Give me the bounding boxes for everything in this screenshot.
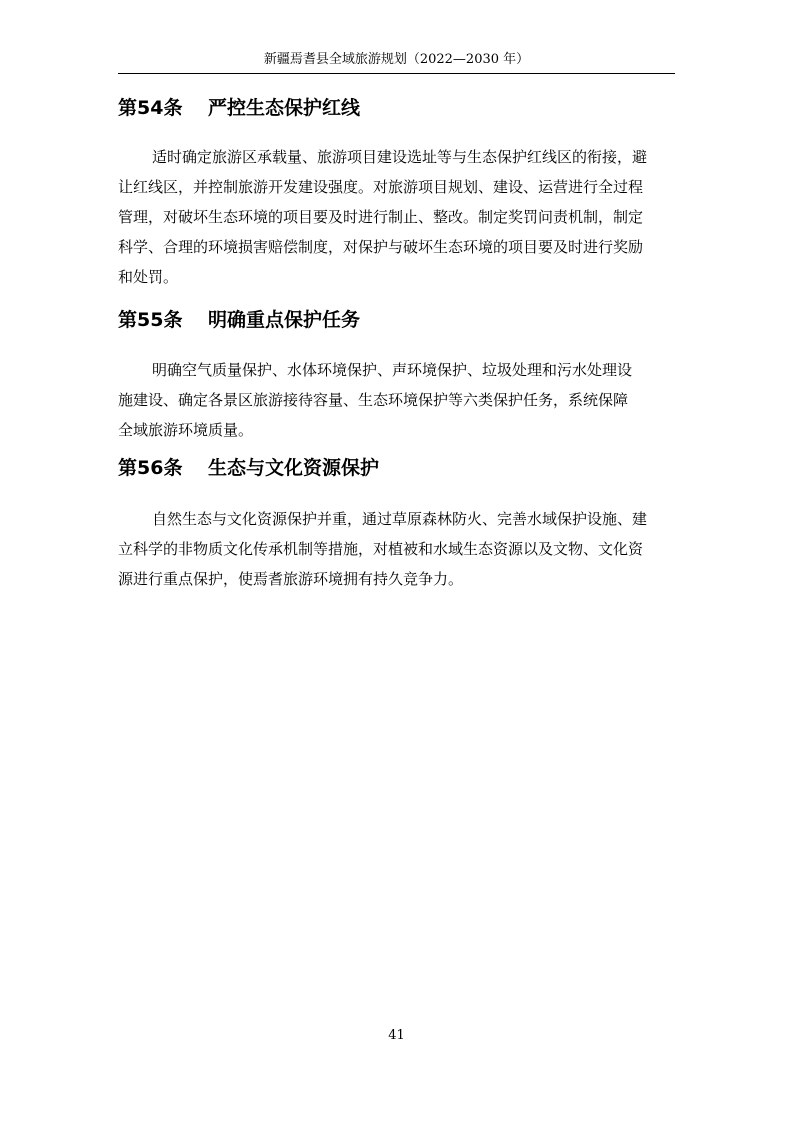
article-number: 第55条 (118, 309, 183, 331)
paragraph-line: 源进行重点保护，使焉耆旅游环境拥有持久竞争力。 (118, 570, 464, 588)
article-number: 第56条 (118, 457, 183, 479)
paragraph-line: 自然生态与文化资源保护并重，通过草原森林防火、完善水域保护设施、建 (152, 510, 648, 528)
paragraph-line: 全域旅游环境质量。 (118, 421, 254, 439)
article-body-54 (118, 142, 675, 292)
article-heading-54 (118, 96, 360, 120)
article-body-56 (118, 504, 675, 594)
article-title: 生态与文化资源保护 (208, 457, 380, 479)
paragraph-line: 管理，对破坏生态环境的项目要及时进行制止、整改。制定奖罚问责机制，制定 (118, 208, 644, 226)
paragraph-line: 和处罚。 (118, 268, 179, 286)
page-number: 41 (388, 1028, 405, 1043)
paragraph-line: 明确空气质量保护、水体环境保护、声环境保护、垃圾处理和污水处理设 (152, 361, 633, 379)
header-rule (118, 73, 675, 74)
paragraph-line: 科学、合理的环境损害赔偿制度，对保护与破坏生态环境的项目要及时进行奖励 (118, 238, 644, 256)
article-body-55 (118, 355, 675, 445)
paragraph-line: 适时确定旅游区承载量、旅游项目建设选址等与生态保护红线区的衔接，避 (152, 148, 648, 166)
paragraph-line: 施建设、确定各景区旅游接待容量、生态环境保护等六类保护任务，系统保障 (118, 391, 629, 409)
paragraph-line: 立科学的非物质文化传承机制等措施，对植被和水域生态资源以及文物、文化资 (118, 540, 644, 558)
article-number: 第54条 (118, 97, 183, 119)
paragraph-line: 让红线区，并控制旅游开发建设强度。对旅游项目规划、建设、运营进行全过程 (118, 178, 644, 196)
article-heading-55 (118, 308, 360, 332)
article-heading-56 (118, 456, 379, 480)
article-title: 明确重点保护任务 (208, 309, 361, 331)
running-header: 新疆焉耆县全域旅游规划（2022—2030 年） (263, 52, 530, 67)
article-title: 严控生态保护红线 (208, 97, 361, 119)
